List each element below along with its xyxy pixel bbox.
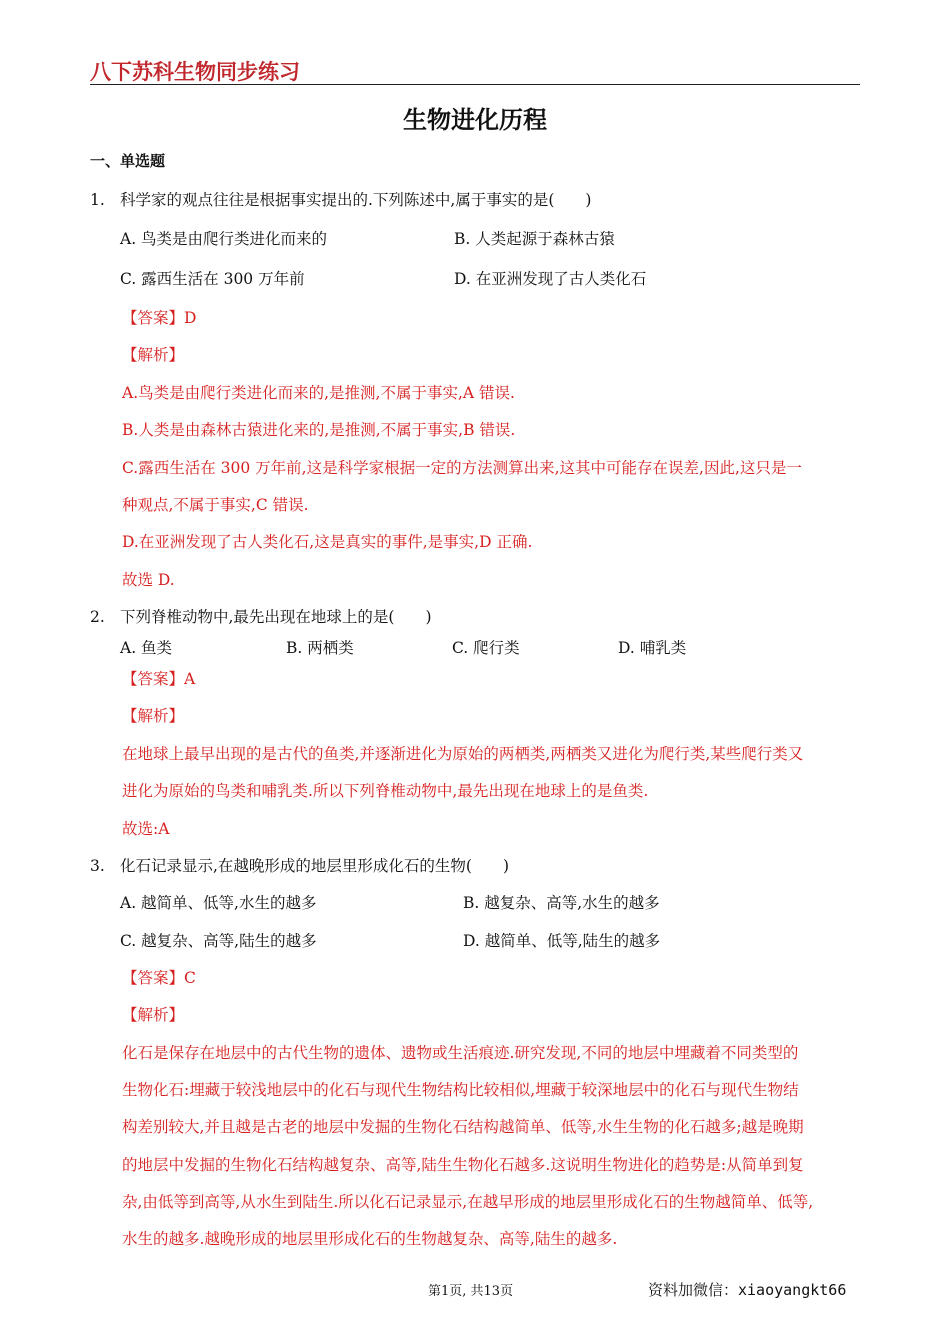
- analysis-line: 的地层中发掘的生物化石结构越复杂、高等,陆生生物化石越多.这说明生物进化的趋势是:从简单到复: [122, 1156, 804, 1174]
- answer: 【答案】C: [122, 969, 196, 987]
- option-c: C. 露西生活在 300 万年前: [120, 270, 305, 288]
- analysis-line: C.露西生活在 300 万年前,这是科学家根据一定的方法测算出来,这其中可能存在误差,因此,这只是一: [122, 459, 802, 477]
- analysis-label: 【解析】: [122, 1006, 185, 1024]
- option-c: C. 爬行类: [452, 639, 520, 657]
- analysis-line: 在地球上最早出现的是古代的鱼类,并逐渐进化为原始的两栖类,两栖类又进化为爬行类,某些爬行类又: [122, 745, 804, 763]
- conclusion: 故选:A: [122, 820, 170, 838]
- series-title: 八下苏科生物同步练习: [90, 60, 300, 84]
- conclusion: 故选 D.: [122, 571, 175, 589]
- option-d: D. 哺乳类: [618, 639, 687, 657]
- question-stem: 科学家的观点往往是根据事实提出的.下列陈述中,属于事实的是( ): [120, 191, 592, 209]
- analysis-line: 构差别较大,并且越是古老的地层中发掘的生物化石结构越简单、低等,水生生物的化石越多;越是晚期: [122, 1118, 804, 1136]
- question-1: [90, 188, 591, 210]
- question-number: 1.: [90, 191, 105, 209]
- question-stem: 下列脊椎动物中,最先出现在地球上的是( ): [120, 608, 432, 626]
- option-b: B. 越复杂、高等,水生的越多: [463, 894, 660, 912]
- question-stem: 化石记录显示,在越晚形成的地层里形成化石的生物( ): [120, 857, 510, 875]
- question-2: [90, 605, 432, 627]
- analysis-line: A.鸟类是由爬行类进化而来的,是推测,不属于事实,A 错误.: [122, 384, 515, 402]
- analysis-label: 【解析】: [122, 346, 185, 364]
- analysis-label: 【解析】: [122, 707, 185, 725]
- analysis-line: 杂,由低等到高等,从水生到陆生.所以化石记录显示,在越早形成的地层里形成化石的生物越简单、低等,: [122, 1193, 814, 1211]
- analysis-line: D.在亚洲发现了古人类化石,这是真实的事件,是事实,D 正确.: [122, 533, 533, 551]
- answer: 【答案】D: [122, 309, 197, 327]
- analysis-line: B.人类是由森林古猿进化来的,是推测,不属于事实,B 错误.: [122, 421, 516, 439]
- option-d: D. 越简单、低等,陆生的越多: [463, 932, 661, 950]
- question-3: [90, 854, 509, 876]
- wechat-note: 资料加微信：xiaoyangkt66: [648, 1281, 847, 1299]
- analysis-line: 种观点,不属于事实,C 错误.: [122, 496, 309, 514]
- question-number: 3.: [90, 857, 105, 875]
- option-a: A. 鸟类是由爬行类进化而来的: [120, 230, 328, 248]
- document-title: 生物进化历程: [403, 106, 547, 134]
- option-a: A. 鱼类: [120, 639, 173, 657]
- answer: 【答案】A: [122, 670, 196, 688]
- analysis-line: 化石是保存在地层中的古代生物的遗体、遗物或生活痕迹.研究发现,不同的地层中埋藏着不同类型的: [122, 1044, 799, 1062]
- option-b: B. 两栖类: [286, 639, 354, 657]
- option-a: A. 越简单、低等,水生的越多: [120, 894, 317, 912]
- analysis-line: 生物化石:埋藏于较浅地层中的化石与现代生物结构比较相似,埋藏于较深地层中的化石与现代生物结: [122, 1081, 799, 1099]
- option-b: B. 人类起源于森林古猿: [454, 230, 615, 248]
- analysis-line: 水生的越多.越晚形成的地层里形成化石的生物越复杂、高等,陆生的越多.: [122, 1230, 618, 1248]
- page-number: 第1页, 共13页: [428, 1284, 514, 1299]
- header-rule: [90, 84, 860, 85]
- question-number: 2.: [90, 608, 105, 626]
- option-c: C. 越复杂、高等,陆生的越多: [120, 932, 317, 950]
- option-d: D. 在亚洲发现了古人类化石: [454, 270, 647, 288]
- section-heading: 一、单选题: [90, 152, 166, 170]
- analysis-line: 进化为原始的鸟类和哺乳类.所以下列脊椎动物中,最先出现在地球上的是鱼类.: [122, 782, 649, 800]
